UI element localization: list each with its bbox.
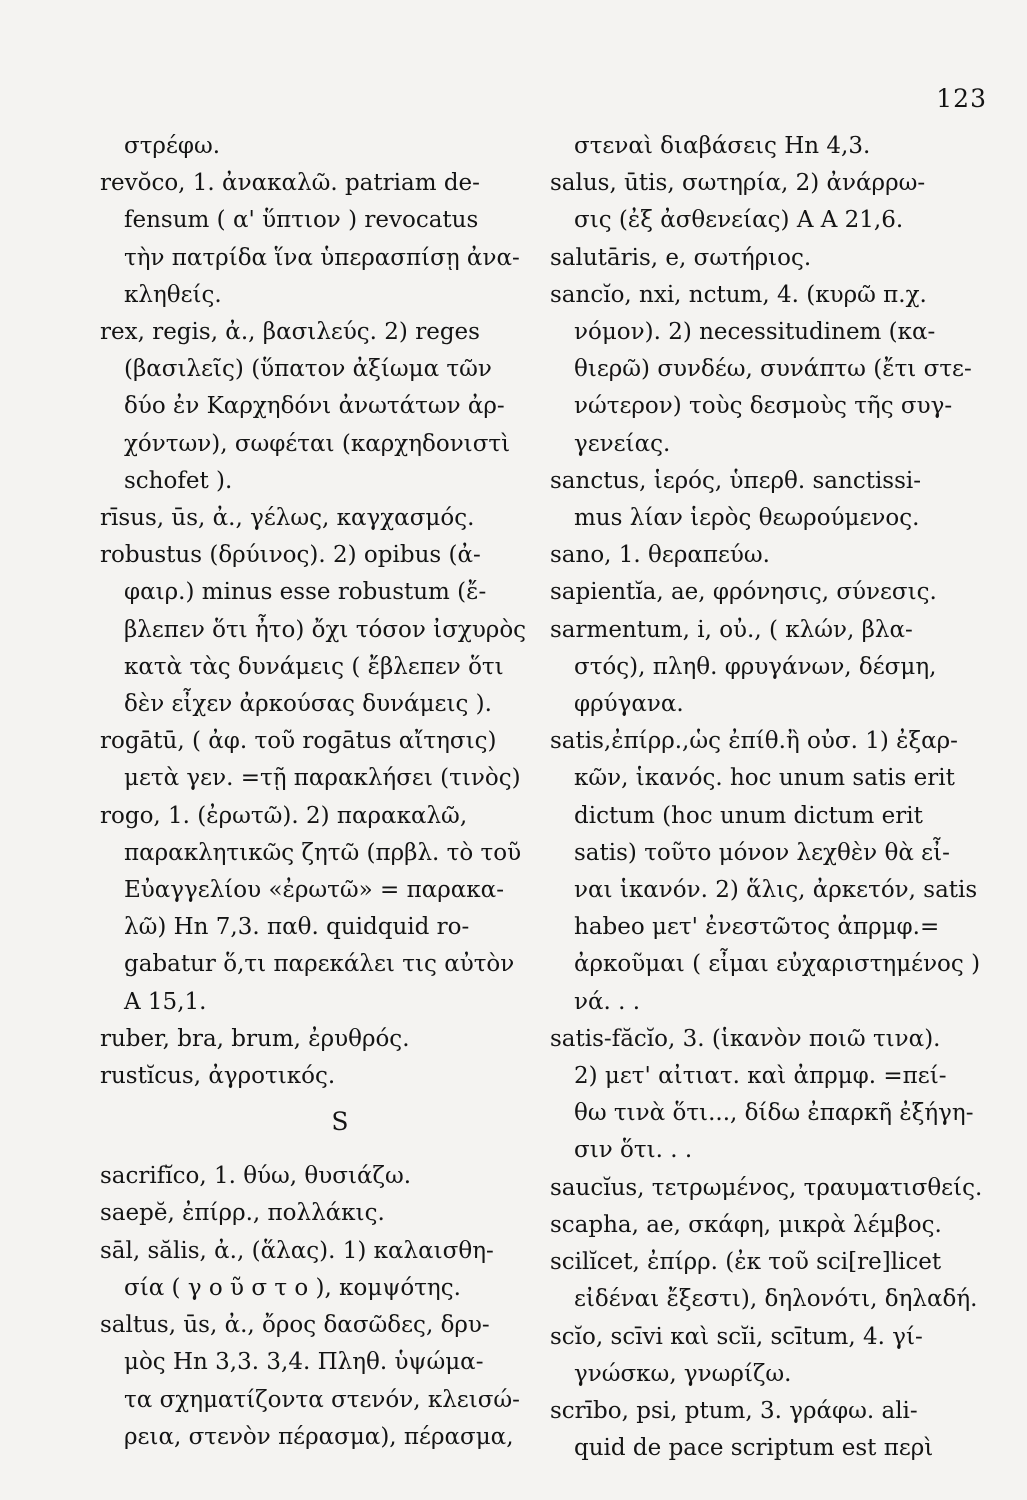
- dict-line: στός), πληθ. φρυγάνων, δέσμη,: [574, 653, 937, 680]
- dict-line: γνώσκω, γνωρίζω.: [574, 1360, 792, 1387]
- dict-line: A 15,1.: [124, 988, 207, 1015]
- dict-line: habeo μετ' ἐνεστῶτος ἀπρμφ.=: [574, 914, 940, 941]
- dict-line: τὴν πατρίδα ἵνα ὑπερασπίσῃ ἀνα-: [124, 244, 520, 271]
- dict-line: mus λίαν ἱερὸς θεωρούμενος.: [574, 505, 920, 532]
- dict-line: χόντων), σωφέται (καρχηδονιστὶ: [124, 430, 511, 457]
- dict-line: ναι ἱκανόν. 2) ἅλις, ἀρκετόν, satis: [574, 877, 978, 904]
- dict-line: κατὰ τὰς δυνάμεις ( ἔβλεπεν ὅτι: [124, 653, 504, 680]
- dict-line: δὲν εἶχεν ἀρκούσας δυνάμεις ).: [124, 691, 492, 718]
- dict-entry-scio: scĭo, scīvi καὶ scĭi, scītum, 4. γί-: [550, 1323, 923, 1350]
- dict-line: dictum (hoc unum dictum erit: [574, 802, 923, 829]
- dict-line: gabatur ὅ,τι παρεκάλει τις αὐτὸν: [124, 951, 515, 978]
- dict-line: εἰδέναι ἔξεστι), δηλονότι, δηλαδή.: [574, 1286, 978, 1313]
- dict-entry-rusticus: rustĭcus, ἀγροτικός.: [100, 1063, 336, 1090]
- dict-line: μὸς Hn 3,3. 3,4. Πληθ. ὑψώμα-: [124, 1349, 484, 1376]
- dict-line: σις (ἐξ ἀσθενείας) A A 21,6.: [574, 207, 904, 234]
- dict-line: φαιρ.) minus esse robustum (ἔ-: [124, 579, 487, 606]
- dict-line: Εὐαγγελίου «ἐρωτῶ» = παρακα-: [124, 877, 504, 904]
- dict-entry-risus: rīsus, ūs, ἀ., γέλως, καγχασμός.: [100, 505, 475, 532]
- dict-line: φρύγανα.: [574, 691, 684, 718]
- dict-entry-robustus: robustus (δρύινος). 2) opibus (ἀ-: [100, 542, 481, 569]
- dict-entry-scribo: scrībo, psi, ptum, 3. γράφω. ali-: [550, 1397, 918, 1424]
- dict-entry-sancio: sancĭo, nxi, nctum, 4. (κυρῶ π.χ.: [550, 281, 927, 308]
- dict-line: θιερῶ) συνδέω, συνάπτω (ἔτι στε-: [574, 356, 972, 383]
- dict-line: στεναὶ διαβάσεις Hn 4,3.: [574, 133, 871, 159]
- dict-entry-scilicet: scilĭcet, ἐπίρρ. (ἐκ τοῦ sci[re]licet: [550, 1249, 942, 1276]
- dict-line: κῶν, ἱκανός. hoc unum satis erit: [574, 765, 955, 792]
- dict-line: σία ( γ ο ῦ σ τ ο ), κομψότης.: [124, 1274, 461, 1301]
- dict-entry-saucius: saucĭus, τετρωμένος, τραυματισθείς.: [550, 1174, 983, 1201]
- dict-line: κληθείς.: [124, 281, 222, 308]
- dict-line: παρακλητικῶς ζητῶ (πρβλ. τὸ τοῦ: [124, 839, 522, 866]
- dict-entry-sano: sano, 1. θεραπεύω.: [550, 542, 770, 569]
- left-column: [100, 128, 527, 1456]
- dict-entry-salutaris: salutāris, e, σωτήριος.: [550, 244, 812, 271]
- dict-line: λῶ) Hn 7,3. παθ. quidquid ro-: [124, 914, 470, 941]
- dict-line: (βασιλεῖς) (ὕπατον ἀξίωμα τῶν: [124, 356, 492, 383]
- dict-line: fensum ( α' ὕπτιον ) revocatus: [124, 207, 479, 234]
- dict-entry-salus: salus, ūtis, σωτηρία, 2) ἀνάρρω-: [550, 170, 926, 197]
- dict-entry-saltus: saltus, ūs, ἀ., ὄρος δασῶδες, δρυ-: [100, 1312, 490, 1339]
- right-column: [550, 128, 1000, 1467]
- dict-entry-scapha: scapha, ae, σκάφη, μικρὰ λέμβος.: [550, 1211, 942, 1238]
- dict-entry-ruber: ruber, bra, brum, ἐρυθρός.: [100, 1025, 410, 1052]
- dict-line: βλεπεν ὅτι ἦτο) ὄχι τόσον ἰσχυρὸς: [124, 616, 527, 643]
- dict-entry-sanctus: sanctus, ἱερός, ὑπερθ. sanctissi-: [550, 467, 922, 494]
- dict-entry-revoco: revŏco, 1. ἀνακαλῶ. patriam de-: [100, 170, 480, 197]
- dict-entry-rogo: rogo, 1. (ἐρωτῶ). 2) παρακαλῶ,: [100, 802, 468, 829]
- dict-line: στρέφω.: [124, 133, 221, 159]
- dict-line: γενείας.: [574, 430, 671, 457]
- dict-entry-rogatu: rogātū, ( ἀφ. τοῦ rogātus αἴτησις): [100, 728, 497, 755]
- dict-entry-satis: satis,ἐπίρρ.,ὡς ἐπίθ.ἢ οὐσ. 1) ἐξαρ-: [550, 728, 958, 755]
- dict-line: schofet ).: [124, 467, 233, 494]
- dict-entry-sal: sāl, sălis, ἀ., (ἅλας). 1) καλαισθη-: [100, 1237, 494, 1264]
- dict-entry-satisfacio: satis-făcĭo, 3. (ἱκανὸν ποιῶ τινα).: [550, 1025, 941, 1052]
- dict-line: νόμον). 2) necessitudinem (κα-: [574, 319, 936, 346]
- dict-entry-sacrifico: sacrifĭco, 1. θύω, θυσιάζω.: [100, 1163, 412, 1190]
- dict-line: θω τινὰ ὅτι..., δίδω ἐπαρκῆ ἐξήγη-: [574, 1100, 974, 1127]
- dict-entry-sapientia: sapientĭa, ae, φρόνησις, σύνεσις.: [550, 579, 937, 606]
- dict-entry-saepe: saepĕ, ἐπίρρ., πολλάκις.: [100, 1200, 385, 1227]
- dict-entry-sarmentum: sarmentum, i, οὐ., ( κλών, βλα-: [550, 616, 913, 643]
- dict-line: ἀρκοῦμαι ( εἶμαι εὐχαριστημένος ): [574, 951, 981, 978]
- dict-line: τα σχηματίζοντα στενόν, κλεισώ-: [124, 1386, 520, 1413]
- dict-line: 2) μετ' αἰτιατ. καὶ ἀπρμφ. =πεί-: [574, 1063, 947, 1090]
- dict-line: ρεια, στενὸν πέρασμα), πέρασμα,: [124, 1423, 514, 1450]
- dict-line: satis) τοῦτο μόνον λεχθὲν θὰ εἶ-: [574, 839, 950, 866]
- dict-line: νά. . .: [574, 988, 641, 1015]
- dict-line: σιν ὅτι. . .: [574, 1137, 693, 1164]
- page-number: 123: [936, 84, 987, 113]
- dict-line: νώτερον) τοὺς δεσμοὺς τῆς συγ-: [574, 393, 953, 420]
- dict-line: μετὰ γεν. =τῇ παρακλήσει (τινὸς): [124, 765, 521, 792]
- dict-entry-rex: rex, regis, ἀ., βασιλεύς. 2) reges: [100, 319, 480, 346]
- dict-line: δύο ἐν Καρχηδόνι ἀνωτάτων ἀρ-: [124, 393, 505, 420]
- dict-line: quid de pace scriptum est περὶ: [574, 1435, 934, 1462]
- section-letter-s: S: [331, 1107, 349, 1137]
